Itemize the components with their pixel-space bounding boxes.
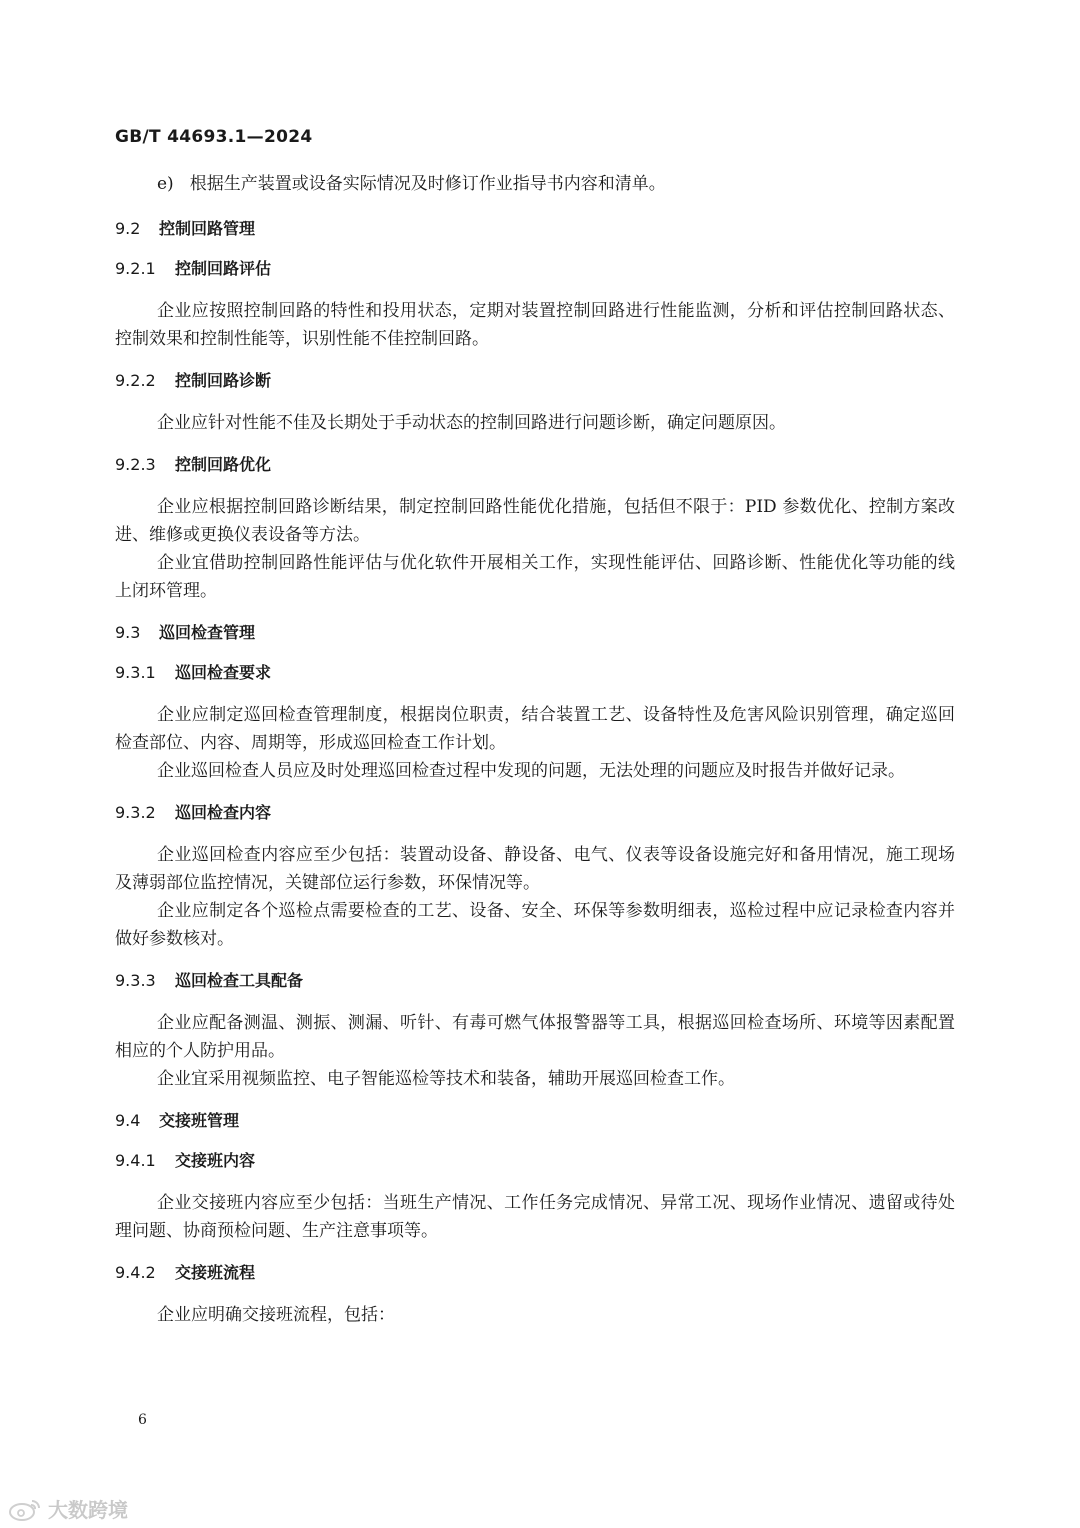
weibo-logo-icon (8, 1497, 42, 1521)
section-title: 控制回路诊断 (175, 371, 272, 390)
paragraph: 企业交接班内容应至少包括：当班生产情况、工作任务完成情况、异常工况、现场作业情况、遗留或待处理问题、协商预检问题、生产注意事项等。 (115, 1193, 955, 1241)
paragraph-group (115, 1301, 955, 1329)
section-number: 9.3.2 (115, 803, 156, 822)
paragraph: 企业巡回检查人员应及时处理巡回检查过程中发现的问题，无法处理的问题应及时报告并做好记录。 (157, 761, 905, 781)
watermark (8, 1494, 128, 1523)
paragraph-group (115, 1009, 955, 1093)
list-item-e (115, 170, 955, 199)
section-heading-9-3-3 (115, 969, 955, 993)
section-title: 巡回检查内容 (175, 803, 272, 822)
paragraph-group (115, 297, 955, 353)
section-title: 交接班内容 (175, 1151, 256, 1170)
paragraph-group (115, 409, 955, 437)
section-title: 控制回路管理 (159, 219, 256, 238)
section-number: 9.3.3 (115, 971, 156, 990)
section-number: 9.2.2 (115, 371, 156, 390)
section-title: 巡回检查管理 (159, 623, 256, 642)
section-number: 9.4 (115, 1111, 141, 1130)
section-number: 9.2.3 (115, 455, 156, 474)
paragraph: 企业宜采用视频监控、电子智能巡检等技术和装备，辅助开展巡回检查工作。 (157, 1069, 735, 1089)
section-number: 9.3.1 (115, 663, 156, 682)
section-number: 9.3 (115, 623, 141, 642)
section-heading-9-2-3 (115, 453, 955, 477)
paragraph: 企业巡回检查内容应至少包括：装置动设备、静设备、电气、仪表等设备设施完好和备用情况，施工现场及薄弱部位监控情况，关键部位运行参数，环保情况等。 (115, 845, 955, 893)
section-title: 巡回检查要求 (175, 663, 272, 682)
section-title: 控制回路评估 (175, 259, 272, 278)
list-item-label: e) (157, 174, 174, 194)
paragraph: 企业应明确交接班流程，包括： (157, 1305, 395, 1325)
watermark-text: 大数跨境 (48, 1498, 128, 1522)
paragraph-group (115, 493, 955, 605)
section-title: 控制回路优化 (175, 455, 272, 474)
section-heading-9-4 (115, 1109, 955, 1133)
section-title: 巡回检查工具配备 (175, 971, 304, 990)
section-heading-9-3-1 (115, 661, 955, 685)
paragraph: 企业应按照控制回路的特性和投用状态，定期对装置控制回路进行性能监测，分析和评估控制回路状态、控制效果和控制性能等，识别性能不佳控制回路。 (115, 301, 955, 349)
document-body (115, 170, 955, 1345)
section-number: 9.2 (115, 219, 141, 238)
section-heading-9-4-2 (115, 1261, 955, 1285)
section-number: 9.4.2 (115, 1263, 156, 1282)
paragraph-group (115, 1189, 955, 1245)
section-title: 交接班管理 (159, 1111, 240, 1130)
section-number: 9.4.1 (115, 1151, 156, 1170)
section-heading-9-4-1 (115, 1149, 955, 1173)
paragraph: 企业应制定各个巡检点需要检查的工艺、设备、安全、环保等参数明细表，巡检过程中应记录检查内容并做好参数核对。 (115, 901, 955, 949)
section-heading-9-3 (115, 621, 955, 645)
section-heading-9-2-1 (115, 257, 955, 281)
section-heading-9-2 (115, 217, 955, 241)
paragraph: 企业应根据控制回路诊断结果，制定控制回路性能优化措施，包括但不限于：PID 参数优化、控制方案改进、维修或更换仪表设备等方法。 (115, 497, 955, 545)
section-heading-9-2-2 (115, 369, 955, 393)
list-item-text: 根据生产装置或设备实际情况及时修订作业指导书内容和清单。 (189, 174, 666, 194)
section-heading-9-3-2 (115, 801, 955, 825)
standard-code: GB/T 44693.1—2024 (115, 127, 313, 147)
paragraph-group (115, 701, 955, 785)
paragraph: 企业应制定巡回检查管理制度，根据岗位职责，结合装置工艺、设备特性及危害风险识别管理，确定巡回检查部位、内容、周期等，形成巡回检查工作计划。 (115, 705, 955, 753)
paragraph: 企业宜借助控制回路性能评估与优化软件开展相关工作，实现性能评估、回路诊断、性能优化等功能的线上闭环管理。 (115, 553, 955, 601)
section-title: 交接班流程 (175, 1263, 256, 1282)
page-number: 6 (138, 1412, 147, 1428)
paragraph: 企业应针对性能不佳及长期处于手动状态的控制回路进行问题诊断，确定问题原因。 (157, 413, 786, 433)
section-number: 9.2.1 (115, 259, 156, 278)
paragraph: 企业应配备测温、测振、测漏、听针、有毒可燃气体报警器等工具，根据巡回检查场所、环境等因素配置相应的个人防护用品。 (115, 1013, 955, 1061)
paragraph-group (115, 841, 955, 953)
